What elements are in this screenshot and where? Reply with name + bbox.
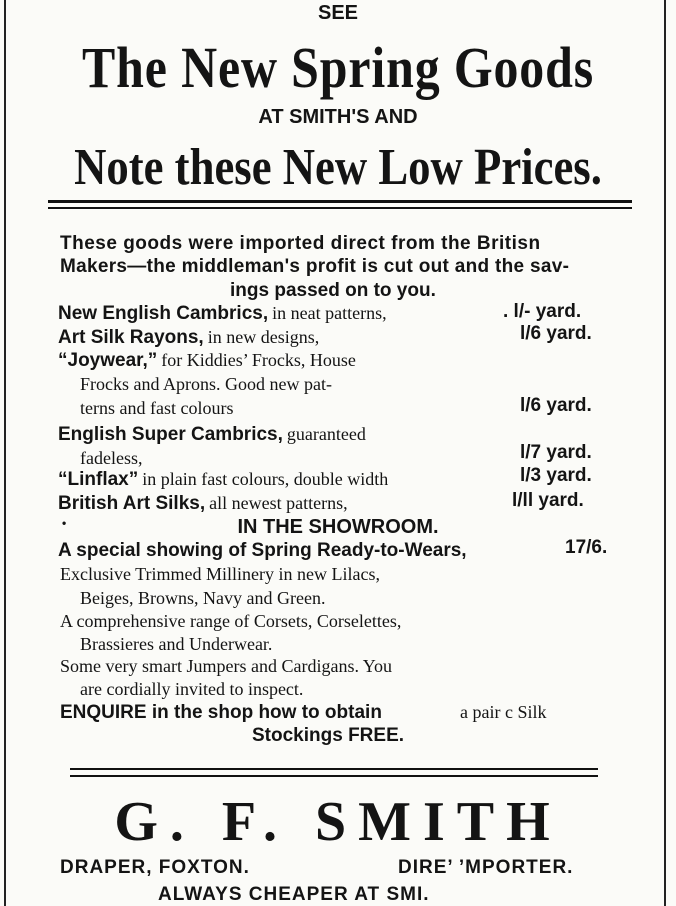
enquire-line-faded: a pair c Silk — [460, 702, 547, 722]
footer-left: DRAPER, FOXTON. — [60, 857, 250, 878]
intro-line: These goods were imported direct from the Britisn — [60, 233, 541, 254]
item-desc: for Kiddies’ Frocks, House — [161, 350, 356, 370]
footer-rule — [70, 768, 598, 770]
item-desc: guaranteed — [286, 424, 366, 444]
item-name: New English Cambrics, — [58, 303, 269, 324]
item-desc-cont: fadeless, — [80, 448, 143, 468]
item-price: l/3 yard. — [520, 465, 592, 486]
list-item — [58, 493, 348, 515]
store-name: G. F. SMITH — [114, 791, 562, 853]
item-name: “Joywear,” — [58, 350, 158, 371]
divider-rule — [48, 207, 632, 209]
headline: The New Spring Goods — [82, 35, 594, 100]
item-desc: in plain fast colours, double width — [142, 469, 389, 489]
item-price: l/6 yard. — [520, 395, 592, 416]
showroom-line: Exclusive Trimmed Millinery in new Lilacs, — [60, 564, 380, 584]
list-item — [58, 303, 387, 325]
item-name: English Super Cambrics, — [58, 424, 283, 445]
footer-rule — [70, 775, 598, 777]
right-border — [664, 0, 666, 906]
see-label: SEE — [317, 2, 359, 24]
showroom-line: Beiges, Browns, Navy and Green. — [80, 588, 326, 608]
item-price: l/ll yard. — [512, 490, 584, 511]
headline-prices: Note these New Low Prices. — [74, 139, 602, 196]
bullet-dot: • — [62, 516, 67, 530]
item-name: “Linflax” — [58, 469, 139, 490]
item-price: . l/- yard. — [503, 301, 582, 322]
list-item — [58, 469, 388, 491]
showroom-line: A comprehensive range of Corsets, Corselettes, — [60, 611, 402, 631]
divider-rule — [48, 200, 632, 203]
list-item — [58, 350, 356, 372]
list-item — [58, 424, 366, 446]
showroom-line: Brassieres and Underwear. — [80, 634, 273, 654]
enquire-line: Stockings FREE. — [252, 725, 405, 746]
item-name: British Art Silks, — [58, 493, 206, 514]
item-desc: all newest patterns, — [209, 493, 348, 513]
showroom-special: A special showing of Spring Ready-to-Wears, — [58, 540, 467, 561]
enquire-line: ENQUIRE in the shop how to obtain — [60, 702, 382, 723]
intro-line: Makers—the middleman's profit is cut out and the sav- — [60, 256, 570, 277]
item-desc: in new designs, — [207, 327, 320, 347]
showroom-line: are cordially invited to inspect. — [80, 679, 304, 699]
footer-right: DIRE’ ’MPORTER. — [398, 857, 574, 878]
subheading: AT SMITH'S AND — [258, 106, 418, 128]
item-name: Art Silk Rayons, — [58, 327, 204, 348]
list-item — [58, 327, 319, 349]
showroom-heading: IN THE SHOWROOM. — [237, 516, 439, 538]
item-price: l/7 yard. — [520, 442, 592, 463]
intro-line: ings passed on to you. — [230, 280, 436, 301]
footer-bottom: ALWAYS CHEAPER AT SMI. — [158, 884, 430, 905]
item-desc-cont: terns and fast colours — [80, 398, 234, 418]
special-price: 17/6. — [565, 537, 608, 558]
item-desc: in neat patterns, — [272, 303, 387, 323]
item-price: l/6 yard. — [520, 323, 592, 344]
item-desc-cont: Frocks and Aprons. Good new pat- — [80, 374, 332, 394]
showroom-line: Some very smart Jumpers and Cardigans. You — [60, 656, 392, 676]
left-border — [4, 0, 6, 906]
